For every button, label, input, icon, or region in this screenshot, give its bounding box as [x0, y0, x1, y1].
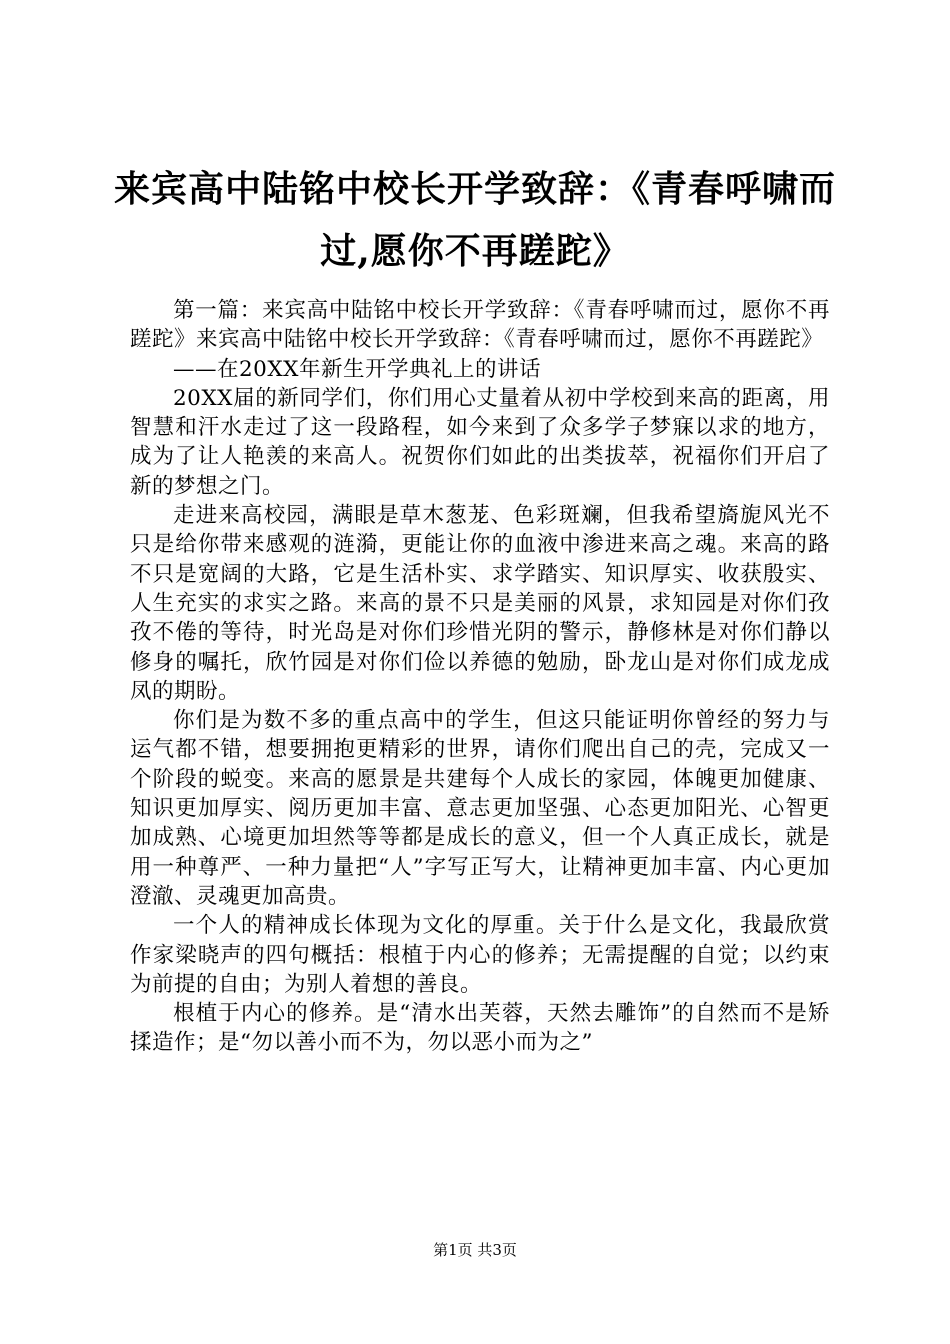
paragraph: 根植于内心的修养。是“清水出芙蓉，天然去雕饰”的自然而不是矫揉造作；是“勿以善小而不为，勿以恶小而为之”	[130, 1001, 830, 1056]
document-body	[130, 296, 830, 1058]
page-number-footer: 第1页 共3页	[433, 1241, 517, 1259]
paragraph: 第一篇：来宾高中陆铭中校长开学致辞：《青春呼啸而过，愿你不再蹉跎》来宾高中陆铭中校长开学致辞：《青春呼啸而过，愿你不再蹉跎》	[130, 298, 830, 353]
paragraph: 一个人的精神成长体现为文化的厚重。关于什么是文化，我最欣赏作家梁晓声的四句概括：根植于内心的修养；无需提醒的自觉；以约束为前提的自由；为别人着想的善良。	[130, 913, 830, 997]
paragraph: 你们是为数不多的重点高中的学生，但这只能证明你曾经的努力与运气都不错，想要拥抱更精彩的世界，请你们爬出自己的壳，完成又一个阶段的蜕变。来高的愿景是共建每个人成长的家园，体魄更加健康、知识更加厚实、阅历更加丰富、意志更加坚强、心态更加阳光、心智更加成熟、心境更加坦然等等都是成长的意义，但一个人真正成长，就是用一种尊严、一种力量把“人”字写正写大，让精神更加丰富、内心更加澄澈、灵魂更加高贵。	[130, 708, 830, 909]
document-title: 来宾高中陆铭中校长开学致辞：《青春呼啸而过,愿你不再蹉跎》	[113, 168, 836, 272]
paragraph: ——在20XX年新生开学典礼上的讲话	[173, 356, 541, 382]
paragraph: 走进来高校园，满眼是草木葱茏、色彩斑斓，但我希望旖旎风光不只是给你带来感观的涟漪，更能让你的血液中渗进来高之魂。来高的路不只是宽阔的大路，它是生活朴实、求学踏实、知识厚实、收获殷实、人生充实的求实之路。来高的景不只是美丽的风景，求知园是对你们孜孜不倦的等待，时光岛是对你们珍惜光阴的警示，静修林是对你们静以修身的嘱托，欣竹园是对你们俭以养德的勉励，卧龙山是对你们成龙成凤的期盼。	[130, 503, 830, 704]
paragraph: 20XX届的新同学们，你们用心丈量着从初中学校到来高的距离，用智慧和汗水走过了这一段路程，如今来到了众多学子梦寐以求的地方，成为了让人艳羡的来高人。祝贺你们如此的出类拔萃，祝福你们开启了新的梦想之门。	[130, 385, 830, 499]
